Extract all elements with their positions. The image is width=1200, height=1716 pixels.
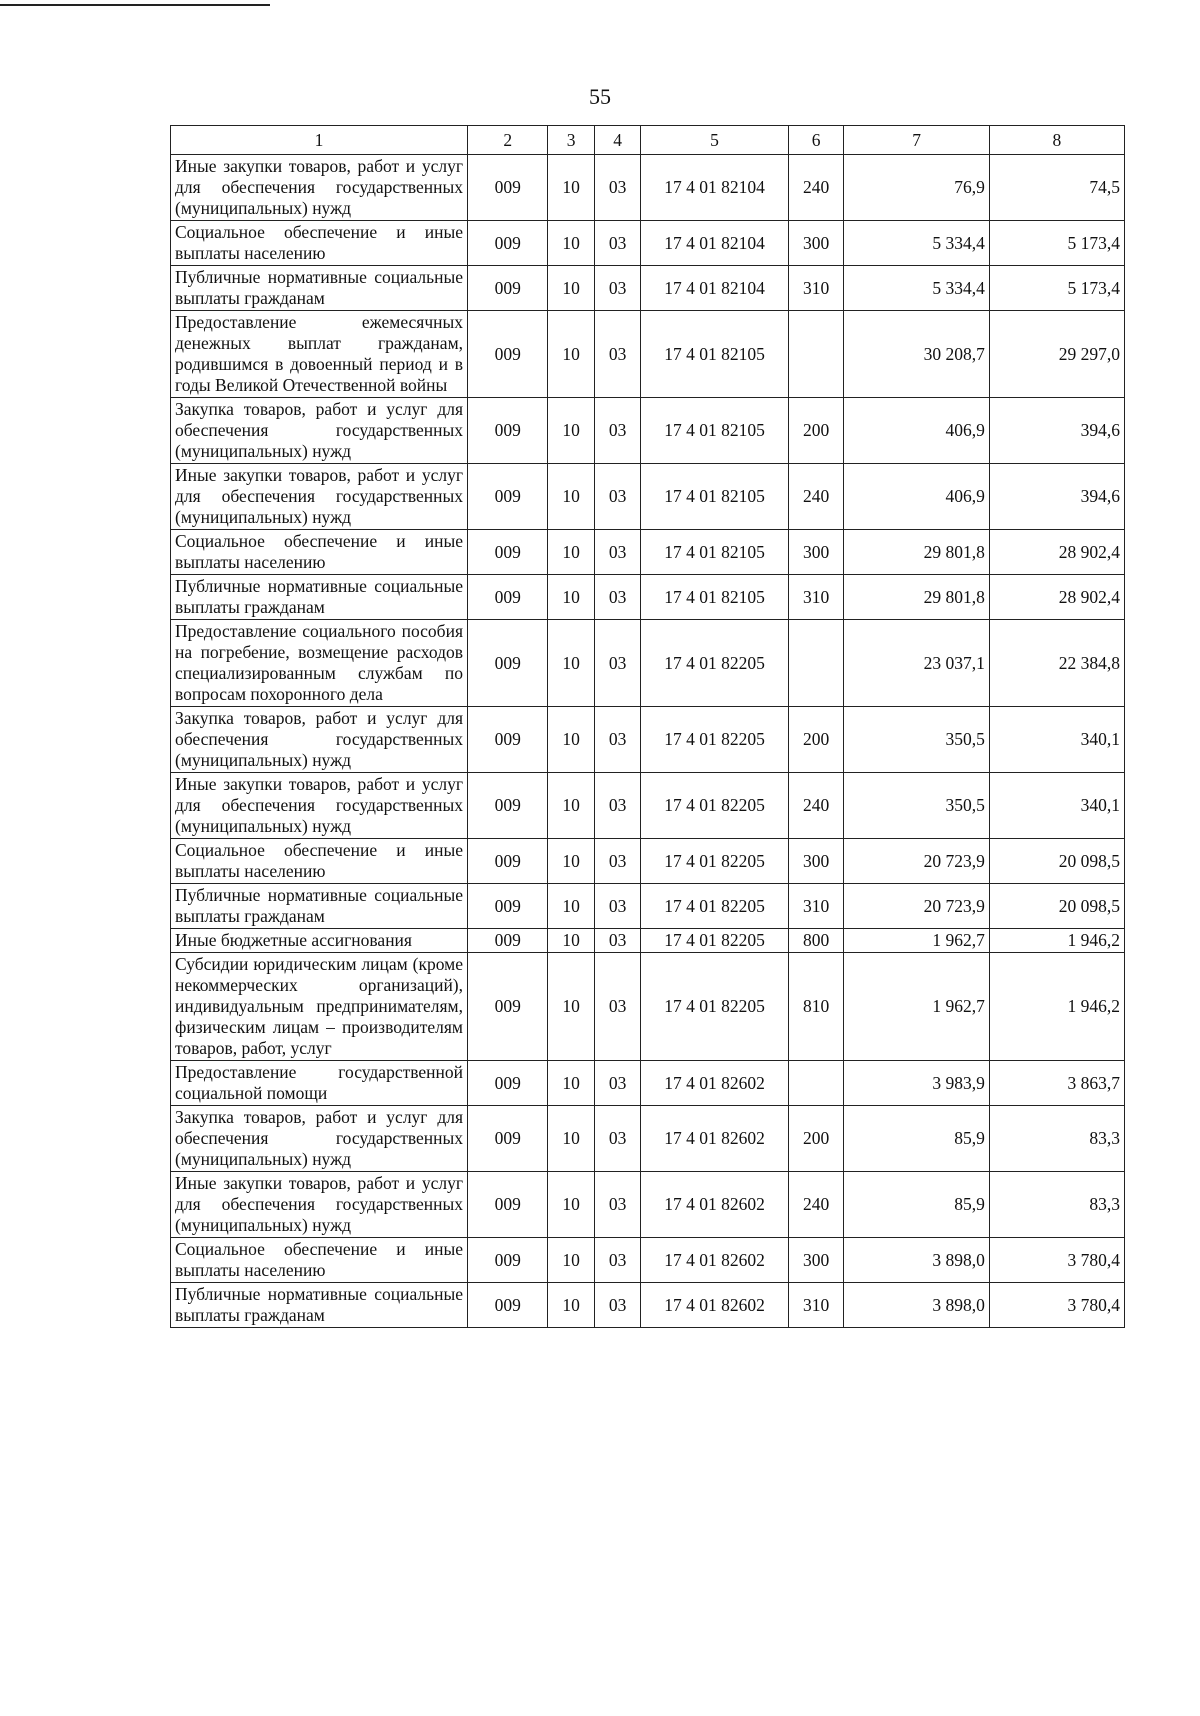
cell-subsection: 03 xyxy=(594,464,640,530)
cell-section: 10 xyxy=(548,1283,594,1328)
cell-name: Иные бюджетные ассигнования xyxy=(171,929,468,953)
cell-name: Социальное обеспечение и иные выплаты населению xyxy=(171,221,468,266)
cell-target-item: 17 4 01 82205 xyxy=(641,884,788,929)
cell-target-item: 17 4 01 82205 xyxy=(641,707,788,773)
cell-subsection: 03 xyxy=(594,221,640,266)
cell-expense-type: 300 xyxy=(788,839,844,884)
cell-target-item: 17 4 01 82205 xyxy=(641,929,788,953)
table-row xyxy=(171,155,1125,221)
cell-admin: 009 xyxy=(468,953,548,1061)
cell-admin: 009 xyxy=(468,773,548,839)
cell-amount-1: 29 801,8 xyxy=(844,530,989,575)
cell-admin: 009 xyxy=(468,707,548,773)
cell-amount-1: 76,9 xyxy=(844,155,989,221)
cell-admin: 009 xyxy=(468,266,548,311)
cell-amount-1: 406,9 xyxy=(844,398,989,464)
cell-name: Социальное обеспечение и иные выплаты населению xyxy=(171,530,468,575)
cell-expense-type: 200 xyxy=(788,398,844,464)
cell-expense-type: 240 xyxy=(788,464,844,530)
table-row xyxy=(171,884,1125,929)
cell-admin: 009 xyxy=(468,398,548,464)
cell-admin: 009 xyxy=(468,575,548,620)
cell-subsection: 03 xyxy=(594,953,640,1061)
cell-expense-type: 240 xyxy=(788,155,844,221)
cell-amount-2: 28 902,4 xyxy=(989,530,1124,575)
cell-admin: 009 xyxy=(468,1283,548,1328)
cell-target-item: 17 4 01 82105 xyxy=(641,311,788,398)
cell-name: Социальное обеспечение и иные выплаты населению xyxy=(171,839,468,884)
cell-amount-1: 20 723,9 xyxy=(844,884,989,929)
table-row xyxy=(171,620,1125,707)
cell-section: 10 xyxy=(548,221,594,266)
cell-section: 10 xyxy=(548,1061,594,1106)
col-header-3: 3 xyxy=(548,126,594,155)
cell-expense-type: 200 xyxy=(788,1106,844,1172)
cell-section: 10 xyxy=(548,530,594,575)
cell-amount-1: 85,9 xyxy=(844,1172,989,1238)
cell-target-item: 17 4 01 82104 xyxy=(641,221,788,266)
cell-admin: 009 xyxy=(468,1238,548,1283)
cell-admin: 009 xyxy=(468,221,548,266)
cell-subsection: 03 xyxy=(594,398,640,464)
cell-admin: 009 xyxy=(468,311,548,398)
header-row xyxy=(171,126,1125,155)
cell-amount-2: 1 946,2 xyxy=(989,953,1124,1061)
col-header-1: 1 xyxy=(171,126,468,155)
cell-admin: 009 xyxy=(468,1106,548,1172)
cell-target-item: 17 4 01 82602 xyxy=(641,1283,788,1328)
cell-target-item: 17 4 01 82602 xyxy=(641,1172,788,1238)
cell-name: Иные закупки товаров, работ и услуг для обеспечения государственных (муниципальных) нужд xyxy=(171,464,468,530)
cell-expense-type: 300 xyxy=(788,221,844,266)
cell-name: Социальное обеспечение и иные выплаты населению xyxy=(171,1238,468,1283)
cell-amount-1: 5 334,4 xyxy=(844,266,989,311)
cell-section: 10 xyxy=(548,311,594,398)
cell-amount-1: 1 962,7 xyxy=(844,929,989,953)
cell-section: 10 xyxy=(548,884,594,929)
page-number: 55 xyxy=(589,84,611,109)
cell-name: Иные закупки товаров, работ и услуг для обеспечения государственных (муниципальных) нужд xyxy=(171,1172,468,1238)
cell-expense-type: 800 xyxy=(788,929,844,953)
cell-subsection: 03 xyxy=(594,155,640,221)
cell-amount-1: 1 962,7 xyxy=(844,953,989,1061)
cell-target-item: 17 4 01 82105 xyxy=(641,398,788,464)
cell-target-item: 17 4 01 82602 xyxy=(641,1061,788,1106)
cell-expense-type xyxy=(788,1061,844,1106)
cell-subsection: 03 xyxy=(594,1106,640,1172)
cell-name: Иные закупки товаров, работ и услуг для обеспечения государственных (муниципальных) нужд xyxy=(171,773,468,839)
table-body xyxy=(171,155,1125,1328)
cell-expense-type xyxy=(788,620,844,707)
cell-amount-2: 3 863,7 xyxy=(989,1061,1124,1106)
cell-section: 10 xyxy=(548,464,594,530)
table-row xyxy=(171,1106,1125,1172)
table-row xyxy=(171,1172,1125,1238)
cell-amount-2: 22 384,8 xyxy=(989,620,1124,707)
col-header-2: 2 xyxy=(468,126,548,155)
cell-amount-2: 340,1 xyxy=(989,707,1124,773)
cell-name: Иные закупки товаров, работ и услуг для обеспечения государственных (муниципальных) нужд xyxy=(171,155,468,221)
cell-section: 10 xyxy=(548,620,594,707)
table-row xyxy=(171,530,1125,575)
cell-name: Публичные нормативные социальные выплаты гражданам xyxy=(171,266,468,311)
cell-section: 10 xyxy=(548,575,594,620)
cell-subsection: 03 xyxy=(594,620,640,707)
cell-amount-1: 30 208,7 xyxy=(844,311,989,398)
cell-subsection: 03 xyxy=(594,575,640,620)
cell-name: Публичные нормативные социальные выплаты гражданам xyxy=(171,575,468,620)
cell-name: Предоставление ежемесячных денежных выплат гражданам, родившимся в довоенный период и в годы Великой Отечественной войны xyxy=(171,311,468,398)
cell-subsection: 03 xyxy=(594,1172,640,1238)
cell-expense-type: 240 xyxy=(788,773,844,839)
cell-target-item: 17 4 01 82602 xyxy=(641,1238,788,1283)
cell-target-item: 17 4 01 82205 xyxy=(641,839,788,884)
cell-amount-1: 3 898,0 xyxy=(844,1283,989,1328)
table-row xyxy=(171,1238,1125,1283)
cell-amount-1: 3 983,9 xyxy=(844,1061,989,1106)
cell-target-item: 17 4 01 82105 xyxy=(641,575,788,620)
cell-amount-2: 5 173,4 xyxy=(989,221,1124,266)
cell-amount-1: 3 898,0 xyxy=(844,1238,989,1283)
cell-name: Закупка товаров, работ и услуг для обеспечения государственных (муниципальных) нужд xyxy=(171,1106,468,1172)
cell-expense-type: 240 xyxy=(788,1172,844,1238)
table-row xyxy=(171,398,1125,464)
table-row xyxy=(171,575,1125,620)
table-row xyxy=(171,929,1125,953)
cell-target-item: 17 4 01 82602 xyxy=(641,1106,788,1172)
cell-subsection: 03 xyxy=(594,530,640,575)
cell-expense-type: 310 xyxy=(788,884,844,929)
cell-target-item: 17 4 01 82105 xyxy=(641,464,788,530)
table-row xyxy=(171,1283,1125,1328)
cell-amount-1: 5 334,4 xyxy=(844,221,989,266)
cell-target-item: 17 4 01 82104 xyxy=(641,266,788,311)
cell-subsection: 03 xyxy=(594,929,640,953)
cell-amount-2: 394,6 xyxy=(989,464,1124,530)
col-header-6: 6 xyxy=(788,126,844,155)
table-row xyxy=(171,266,1125,311)
cell-admin: 009 xyxy=(468,464,548,530)
cell-subsection: 03 xyxy=(594,707,640,773)
cell-subsection: 03 xyxy=(594,266,640,311)
cell-expense-type xyxy=(788,311,844,398)
cell-section: 10 xyxy=(548,953,594,1061)
cell-name: Субсидии юридическим лицам (кроме некоммерческих организаций), индивидуальным предпринимателям, физическим лицам – производителям товаров, работ, услуг xyxy=(171,953,468,1061)
table-row xyxy=(171,464,1125,530)
cell-amount-2: 28 902,4 xyxy=(989,575,1124,620)
table-row xyxy=(171,311,1125,398)
cell-section: 10 xyxy=(548,155,594,221)
col-header-5: 5 xyxy=(641,126,788,155)
cell-name: Закупка товаров, работ и услуг для обеспечения государственных (муниципальных) нужд xyxy=(171,398,468,464)
cell-amount-2: 394,6 xyxy=(989,398,1124,464)
table-row xyxy=(171,773,1125,839)
cell-amount-2: 83,3 xyxy=(989,1106,1124,1172)
cell-expense-type: 310 xyxy=(788,1283,844,1328)
cell-subsection: 03 xyxy=(594,311,640,398)
cell-amount-1: 85,9 xyxy=(844,1106,989,1172)
table-row xyxy=(171,221,1125,266)
cell-subsection: 03 xyxy=(594,1283,640,1328)
budget-table xyxy=(170,125,1125,1328)
cell-section: 10 xyxy=(548,1106,594,1172)
cell-amount-2: 3 780,4 xyxy=(989,1238,1124,1283)
cell-amount-1: 20 723,9 xyxy=(844,839,989,884)
cell-amount-2: 3 780,4 xyxy=(989,1283,1124,1328)
cell-admin: 009 xyxy=(468,155,548,221)
cell-section: 10 xyxy=(548,1172,594,1238)
col-header-7: 7 xyxy=(844,126,989,155)
cell-admin: 009 xyxy=(468,620,548,707)
cell-admin: 009 xyxy=(468,530,548,575)
cell-amount-2: 74,5 xyxy=(989,155,1124,221)
cell-target-item: 17 4 01 82205 xyxy=(641,773,788,839)
table-row xyxy=(171,1061,1125,1106)
cell-name: Публичные нормативные социальные выплаты гражданам xyxy=(171,1283,468,1328)
cell-amount-2: 5 173,4 xyxy=(989,266,1124,311)
cell-amount-2: 20 098,5 xyxy=(989,884,1124,929)
table-row xyxy=(171,707,1125,773)
cell-section: 10 xyxy=(548,707,594,773)
cell-amount-1: 350,5 xyxy=(844,707,989,773)
cell-admin: 009 xyxy=(468,1061,548,1106)
cell-amount-2: 340,1 xyxy=(989,773,1124,839)
cell-amount-2: 1 946,2 xyxy=(989,929,1124,953)
cell-amount-1: 23 037,1 xyxy=(844,620,989,707)
col-header-4: 4 xyxy=(594,126,640,155)
cell-name: Предоставление государственной социальной помощи xyxy=(171,1061,468,1106)
cell-expense-type: 810 xyxy=(788,953,844,1061)
cell-expense-type: 200 xyxy=(788,707,844,773)
cell-name: Публичные нормативные социальные выплаты гражданам xyxy=(171,884,468,929)
cell-target-item: 17 4 01 82205 xyxy=(641,953,788,1061)
cell-target-item: 17 4 01 82205 xyxy=(641,620,788,707)
cell-section: 10 xyxy=(548,398,594,464)
cell-subsection: 03 xyxy=(594,1238,640,1283)
cell-admin: 009 xyxy=(468,1172,548,1238)
cell-expense-type: 300 xyxy=(788,530,844,575)
table-row xyxy=(171,953,1125,1061)
cell-name: Закупка товаров, работ и услуг для обеспечения государственных (муниципальных) нужд xyxy=(171,707,468,773)
cell-subsection: 03 xyxy=(594,839,640,884)
cell-expense-type: 310 xyxy=(788,266,844,311)
cell-amount-1: 406,9 xyxy=(844,464,989,530)
cell-amount-1: 350,5 xyxy=(844,773,989,839)
table-row xyxy=(171,839,1125,884)
cell-expense-type: 300 xyxy=(788,1238,844,1283)
cell-amount-2: 83,3 xyxy=(989,1172,1124,1238)
cell-amount-1: 29 801,8 xyxy=(844,575,989,620)
cell-subsection: 03 xyxy=(594,773,640,839)
cell-subsection: 03 xyxy=(594,1061,640,1106)
cell-admin: 009 xyxy=(468,929,548,953)
cell-section: 10 xyxy=(548,1238,594,1283)
cell-name: Предоставление социального пособия на погребение, возмещение расходов специализированным службам по вопросам похоронного дела xyxy=(171,620,468,707)
cell-section: 10 xyxy=(548,929,594,953)
cell-section: 10 xyxy=(548,773,594,839)
cell-amount-2: 29 297,0 xyxy=(989,311,1124,398)
cell-admin: 009 xyxy=(468,839,548,884)
cell-target-item: 17 4 01 82104 xyxy=(641,155,788,221)
scan-edge-line xyxy=(0,4,270,6)
cell-amount-2: 20 098,5 xyxy=(989,839,1124,884)
cell-expense-type: 310 xyxy=(788,575,844,620)
cell-subsection: 03 xyxy=(594,884,640,929)
cell-section: 10 xyxy=(548,839,594,884)
cell-admin: 009 xyxy=(468,884,548,929)
cell-target-item: 17 4 01 82105 xyxy=(641,530,788,575)
col-header-8: 8 xyxy=(989,126,1124,155)
cell-section: 10 xyxy=(548,266,594,311)
